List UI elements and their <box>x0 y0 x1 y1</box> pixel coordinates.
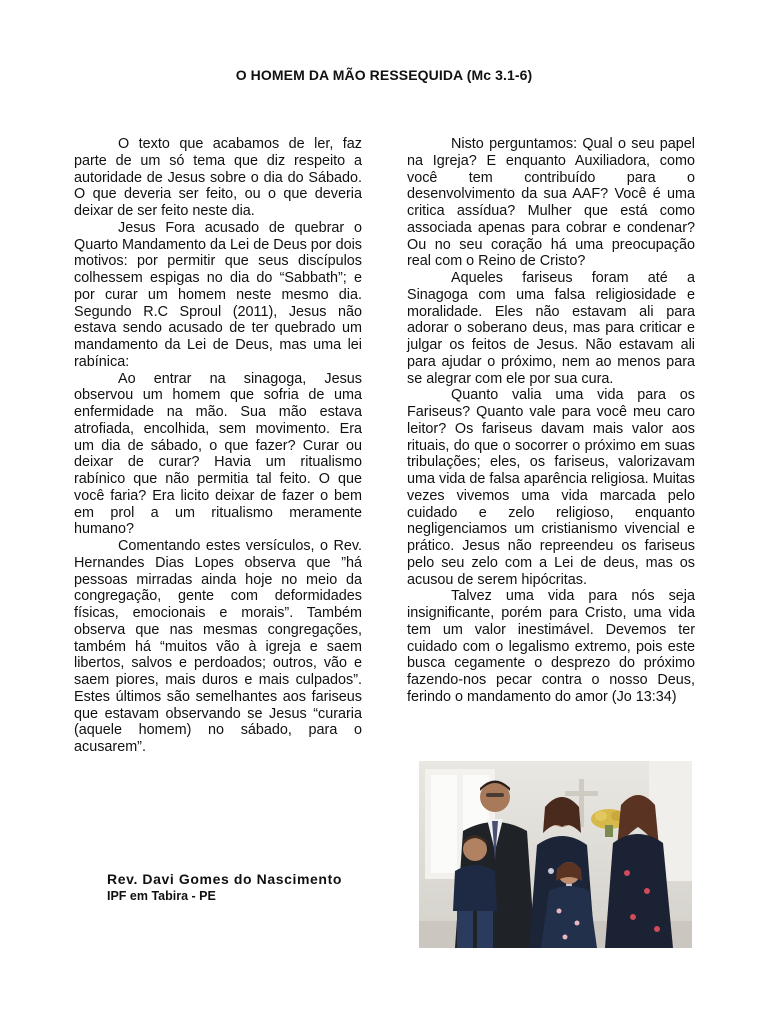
paragraph: Quanto valia uma vida para os Fariseus? Quanto vale para você meu caro leitor? Os fariseus davam mais valor aos rituais, do que o socorrer o próximo em suas tribulações; eles, os fariseus, valorizavam uma vida de falsa aparência religiosa. Muitas vezes vivemos uma vida marcada pelo cuidado e zelo religioso, enquanto negligenciamos um cristianismo vivencial e prático. Jesus não repreendeu os fariseus pelo seu zelo com a Lei de deus, mas os acusou de serem hipócritas. <box>407 387 695 588</box>
author-church: IPF em Tabira - PE <box>107 889 216 903</box>
family-photo <box>419 761 692 948</box>
paragraph: Talvez uma vida para nós seja insignificante, porém para Cristo, uma vida tem um valor inestimável. Devemos ter cuidado com o legalismo extremo, pois este busca cegamente o desprezo do próximo fazendo-nos pecar contra o nosso Deus, ferindo o mandamento do amor (Jo 13:34) <box>407 588 695 705</box>
author-name: Rev. Davi Gomes do Nascimento <box>107 871 342 887</box>
left-column <box>74 136 362 756</box>
paragraph: Aqueles fariseus foram até a Sinagoga com uma falsa religiosidade e moralidade. Eles não estavam ali para adorar o soberano deus, mas para criticar e julgar os feitos de Jesus. Não estavam ali para ajudar o próximo, nem ao menos para se alegrar com ele por sua cura. <box>407 270 695 387</box>
paragraph: Jesus Fora acusado de quebrar o Quarto Mandamento da Lei de Deus por dois motivos: por permitir que seus discípulos colhessem espigas no dia do “Sabbath”; e por curar um homem neste mesmo dia. Segundo R.C Sproul (2011), Jesus não estava sendo acusado de ter quebrado um mandamento da Lei de Deus, mas uma lei rabínica: <box>74 219 362 370</box>
paragraph: Comentando estes versículos, o Rev. Hernandes Dias Lopes observa que ”há pessoas mirradas ainda hoje no meio da congregação, gente com deformidades físicas, emocionais e morais”. Também observa que nas mesmas congregações, também há “muitos vão à igreja e saem libertos, salvos e perdoados; outros, vão e saem piores, mais duros e mais culpados”. Estes últimos são semelhantes aos fariseus que estavam observando se Jesus “curaria (aquele homem) no sábado, para o acusarem”. <box>74 538 362 755</box>
paragraph: O texto que acabamos de ler, faz parte de um só tema que diz respeito a autoridade de Jesus sobre o dia do Sábado. O que deveria ser feito, ou o que deveria deixar de ser feito neste dia. <box>74 136 362 219</box>
paragraph: Ao entrar na sinagoga, Jesus observou um homem que sofria de uma enfermidade na mão. Sua mão estava atrofiada, encolhida, sem movimento. Era um dia de sábado, o que fazer? Curar ou deixar de curar? Havia um ritualismo rabínico que não permitia tal feito. O que você faria? Era licito deixar de fazer o bem em prol a um ritualismo meramente humano? <box>74 370 362 538</box>
right-column <box>407 136 695 706</box>
document-title: O HOMEM DA MÃO RESSEQUIDA (Mc 3.1-6) <box>235 67 533 83</box>
author-signature <box>107 871 407 905</box>
paragraph: Nisto perguntamos: Qual o seu papel na Igreja? E enquanto Auxiliadora, como você tem contribuído para o desenvolvimento da sua AAF? Você é uma critica assídua? Mulher que está como associada apenas para cobrar e condenar? Ou no seu coração há uma preocupação real com o Reino de Cristo? <box>407 136 695 270</box>
